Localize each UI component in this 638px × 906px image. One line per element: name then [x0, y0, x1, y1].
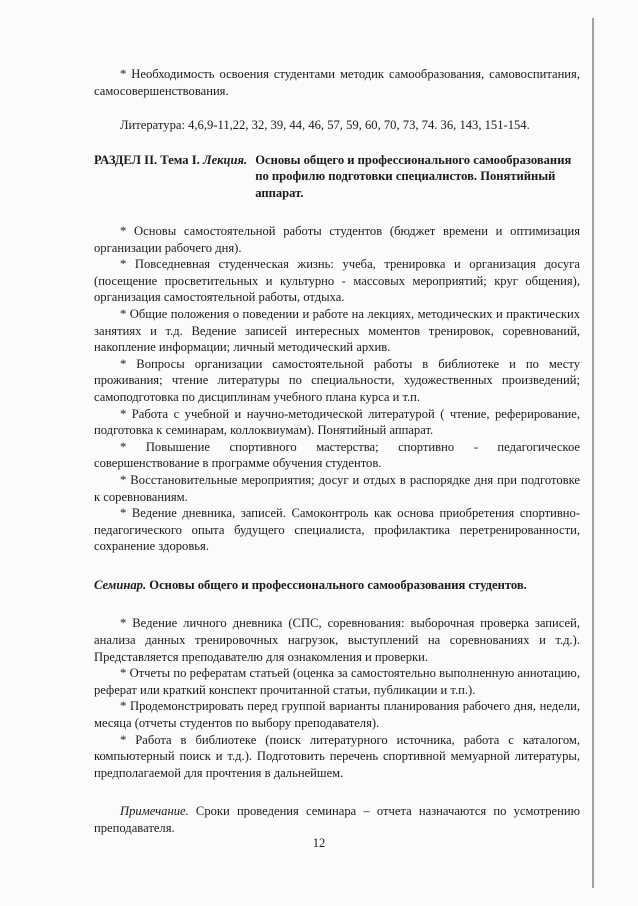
lecture-item: * Общие положения о поведении и работе на лекциях, методических и практических занятиях и т.д. Ведение записей интересных моментов тренировок, соревнований, накопление информации; личный методический архив.	[94, 306, 580, 355]
seminar-heading	[94, 577, 580, 594]
lecture-item: * Работа с учебной и научно-методической литературой ( чтение, реферирование, подготовка к семинарам, коллоквиумам). Понятийный аппарат.	[94, 406, 580, 438]
lecture-item: * Ведение дневника, записей. Самоконтроль как основа приобретения спортивно- педагогического опыта будущего специалиста, профилактика перетренированности, сохранение здоровья.	[94, 506, 580, 554]
literature-line: Литература: 4,6,9-11,22, 32, 39, 44, 46, 57, 59, 60, 70, 73, 74. 36, 143, 151-154.	[120, 118, 530, 133]
note-label: Примечание.	[120, 804, 189, 819]
note-paragraph	[94, 803, 580, 836]
section-label-bold: РАЗДЕЛ II. Тема I.	[94, 152, 200, 167]
seminar-label: Семинар.	[94, 577, 147, 592]
page-content	[94, 66, 580, 837]
lecture-item: * Повседневная студенческая жизнь: учеба, тренировка и организация досуга (посещение просветительных и культурно - массовых мероприятий; круг общения), организация самостоятельной работы, отдыха.	[94, 257, 580, 305]
seminar-item: * Продемонстрировать перед группой варианты планирования рабочего дня, недели, месяца (отчеты студентов по выбору преподавателя).	[94, 699, 580, 731]
scan-edge-shadow	[592, 18, 594, 888]
lecture-list	[94, 223, 580, 555]
note-text: Сроки проведения семинара – отчета назначаются по усмотрению преподавателя.	[94, 804, 580, 835]
section-label	[94, 152, 255, 201]
seminar-item: * Работа в библиотеке (поиск литературного источника, работа с каталогом, компьютерный поиск и т.д.). Подготовить перечень спортивной мемуарной литературы, предполагаемой для прочтения в дальнейшем.	[94, 732, 580, 780]
lecture-item: * Повышение спортивного мастерства; спортивно - педагогическое совершенствование в программе обучения студентов.	[94, 439, 580, 471]
section-label-italic: Лекция.	[202, 152, 248, 167]
seminar-item: * Ведение личного дневника (СПС, соревнования: выборочная проверка записей, анализа данных тренировочных нагрузок, выступлений на соревнованиях и т.д.). Представляется преподавателю для ознакомления и проверки.	[94, 616, 580, 664]
seminar-item: * Отчеты по рефератам статьей (оценка за самостоятельно выполненную аннотацию, реферат или краткий конспект прочитанной статьи, публикации и т.п.).	[94, 666, 580, 697]
seminar-list	[94, 615, 580, 781]
section-title: Основы общего и профессионального самообразования по профилю подготовки специалистов. Понятийный аппарат.	[255, 152, 572, 200]
section-heading	[94, 152, 580, 201]
lecture-item: * Восстановительные мероприятия; досуг и отдых в распорядке дня при подготовке к соревнованиям.	[94, 472, 580, 504]
lecture-item: * Вопросы организации самостоятельной работы в библиотеке и по месту проживания; чтение литературы по специальности, художественных произведений; самоподготовка по дисциплинам учебного плана курса и т.п.	[94, 356, 580, 404]
page-number: 12	[312, 836, 326, 850]
intro-bullet: * Необходимость освоения студентами методик самообразования, самовоспитания, самосовершенствования.	[94, 67, 580, 98]
seminar-title: Основы общего и профессионального самообразования студентов.	[149, 577, 527, 592]
lecture-item: * Основы самостоятельной работы студентов (бюджет времени и оптимизация организации рабочего дня).	[94, 224, 580, 255]
